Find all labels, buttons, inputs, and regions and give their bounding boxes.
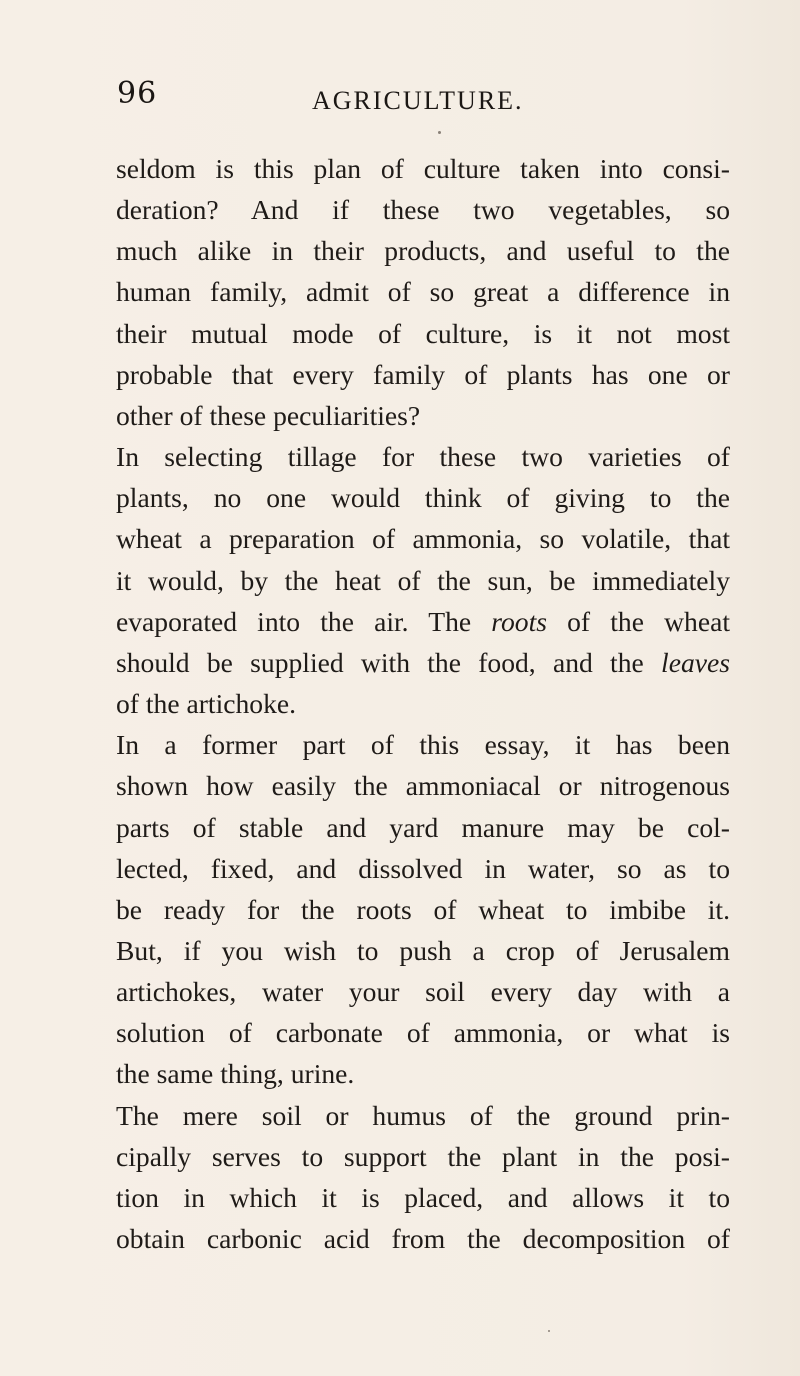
paragraph (116, 148, 730, 436)
text-line: artichokes, water your soil every day with a (116, 976, 730, 1008)
text-line: seldom is this plan of culture taken into consi- (116, 153, 730, 184)
running-head: AGRICULTURE. (312, 86, 524, 115)
text-line: wheat a preparation of ammonia, so volatile, that (116, 523, 730, 555)
text-line: lected, fixed, and dissolved in water, so as to (116, 852, 730, 884)
text-line: parts of stable and yard manure may be col- (116, 811, 730, 843)
text-line: shown how easily the ammoniacal or nitrogenous (116, 770, 730, 802)
text-line: deration? And if these two vegetables, so (116, 194, 730, 226)
text-line: plants, no one would think of giving to the (116, 482, 730, 514)
text-line: be ready for the roots of wheat to imbibe it. (116, 893, 730, 925)
text-line: human family, admit of so great a difference in (116, 276, 730, 308)
text-segment: The (428, 605, 472, 637)
italic-word: roots (491, 605, 547, 637)
text-line: of the artichoke. (116, 688, 297, 720)
text-line: the same thing, urine. (116, 1058, 355, 1090)
text-line: In a former part of this essay, it has been (116, 729, 730, 761)
text-line: In selecting tillage for these two varieties of (116, 441, 730, 473)
text-line: tion in which it is placed, and allows it to (116, 1181, 730, 1213)
text-line-mixed (116, 642, 730, 683)
ink-speck (438, 131, 441, 134)
text-line: probable that every family of plants has one or (116, 358, 730, 390)
text-segment: evaporated into the air. (116, 605, 409, 637)
paragraph (116, 1095, 730, 1260)
italic-word: leaves (661, 646, 730, 678)
text-line: solution of carbonate of ammonia, or what is (116, 1017, 730, 1049)
body-text (116, 148, 730, 1259)
paragraph (116, 724, 730, 1094)
text-line: other of these peculiarities? (116, 399, 421, 431)
paragraph (116, 436, 730, 724)
text-line-mixed (116, 601, 730, 642)
text-line: much alike in their products, and useful to the (116, 235, 730, 267)
text-line: obtain carbonic acid from the decomposition of (116, 1223, 730, 1255)
ink-speck (548, 1330, 550, 1332)
text-line: it would, by the heat of the sun, be immediately (116, 564, 730, 596)
page-number: 96 (117, 76, 158, 111)
text-line: But, if you wish to push a crop of Jerusalem (116, 934, 730, 966)
text-segment: should be supplied with the food, and the (116, 646, 644, 678)
text-segment: of the wheat (567, 605, 730, 637)
page-header (117, 76, 717, 116)
text-line: cipally serves to support the plant in the posi- (116, 1140, 730, 1172)
text-line: their mutual mode of culture, is it not most (116, 317, 730, 349)
text-line: The mere soil or humus of the ground prin- (116, 1099, 730, 1131)
